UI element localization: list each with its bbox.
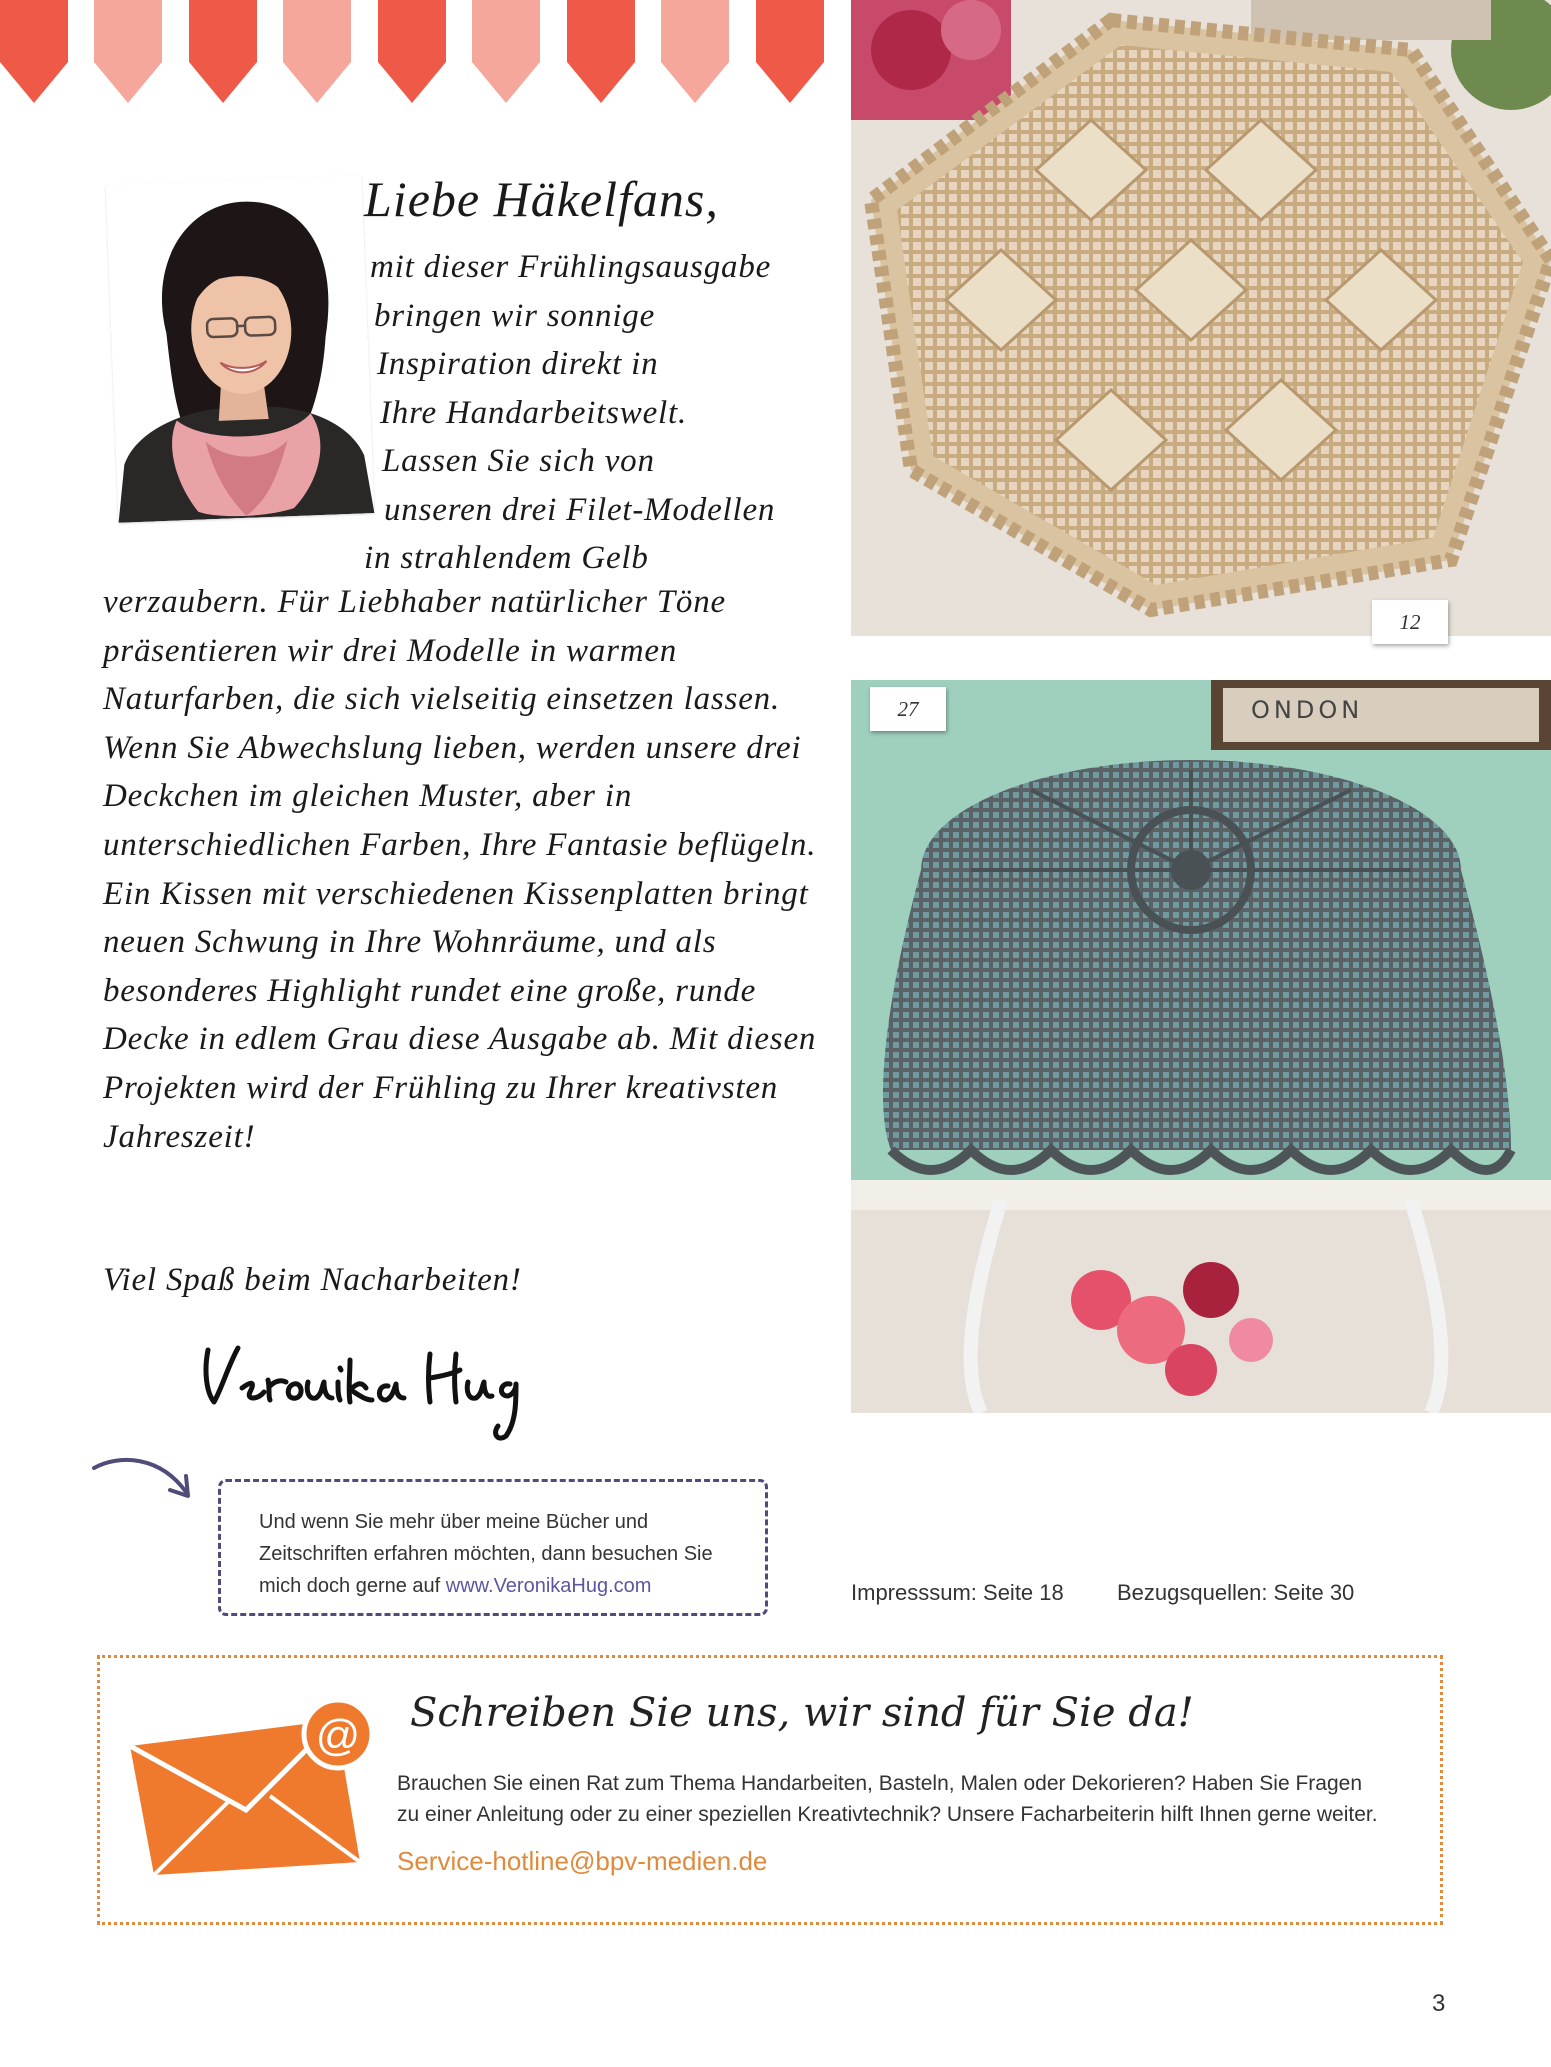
contact-title: Schreiben Sie uns, wir sind für Sie da! — [410, 1690, 1194, 1736]
info-line: Und wenn Sie mehr über meine Bücher und — [259, 1511, 649, 1533]
intro-line: Inspiration direkt in — [377, 346, 659, 382]
letter-closing: Viel Spaß beim Nacharbeiten! — [103, 1262, 522, 1298]
intro-line: in strahlendem Gelb — [364, 540, 649, 576]
intro-line: unseren drei Filet-Modellen — [384, 492, 776, 528]
page-number: 3 — [1432, 1990, 1446, 2017]
intro-line: Ihre Handarbeitswelt. — [380, 395, 688, 431]
intro-line: mit dieser Frühlingsausgabe — [370, 249, 772, 285]
info-line: Zeitschriften erfahren möchten, dann besuchen Sie — [259, 1543, 713, 1565]
contact-text-line: zu einer Anleitung oder zu einer speziellen Kreativtechnik? Unsere Facharbeiterin hilft Ihnen gerne weiter. — [397, 1803, 1378, 1826]
letter-body: verzaubern. Für Liebhaber natürlicher Töne präsentieren wir drei Modelle in warmen Naturfarben, die sich vielseitig einsetzen lassen. Wenn Sie Abwechslung lieben, werden unsere drei Deckchen im gleichen Muster, aber in unterschiedlichen Farben, Ihre Fantasie beflügeln. Ein Kissen mit verschiedenen Kissenplatten bringt neuen Schwung in Ihre Wohnräume, und als besonderes Highlight rundet eine große, runde Decke in edlem Grau diese Ausgabe ab. Mit diesen Projekten wird der Frühling zu Ihrer kreativsten Jahreszeit! — [103, 584, 817, 1155]
contact-text-line: Brauchen Sie einen Rat zum Thema Handarbeiten, Basteln, Malen oder Dekorieren? Haben Sie Fragen — [397, 1772, 1363, 1795]
page-reference-tag: 27 — [870, 687, 946, 731]
at-symbol: @ — [315, 1711, 361, 1760]
envelope-icon — [130, 1700, 390, 1875]
author-info-box — [218, 1479, 768, 1616]
arrow-icon — [90, 1448, 200, 1510]
photo-hexagon-doily — [851, 0, 1551, 636]
bunting-decoration — [0, 0, 850, 110]
info-line — [259, 1570, 745, 1602]
photo-round-doily — [851, 680, 1551, 1413]
author-portrait — [106, 175, 375, 523]
intro-line: Lassen Sie sich von — [382, 443, 655, 479]
impressum-reference: Impresssum: Seite 18 — [851, 1580, 1064, 1605]
page-reference-tag: 12 — [1372, 600, 1448, 644]
info-line-prefix: mich doch gerne auf — [259, 1575, 446, 1597]
bezugsquellen-reference: Bezugsquellen: Seite 30 — [1117, 1580, 1355, 1605]
author-signature — [198, 1330, 538, 1450]
sign-text: ONDON — [1251, 696, 1364, 724]
letter-greeting: Liebe Häkelfans, — [364, 171, 719, 227]
intro-line: bringen wir sonnige — [374, 298, 656, 334]
contact-text — [397, 1768, 1417, 1830]
contact-email-link[interactable]: Service-hotline@bpv-medien.de — [397, 1846, 768, 1876]
website-link[interactable]: www.VeronikaHug.com — [445, 1575, 652, 1597]
